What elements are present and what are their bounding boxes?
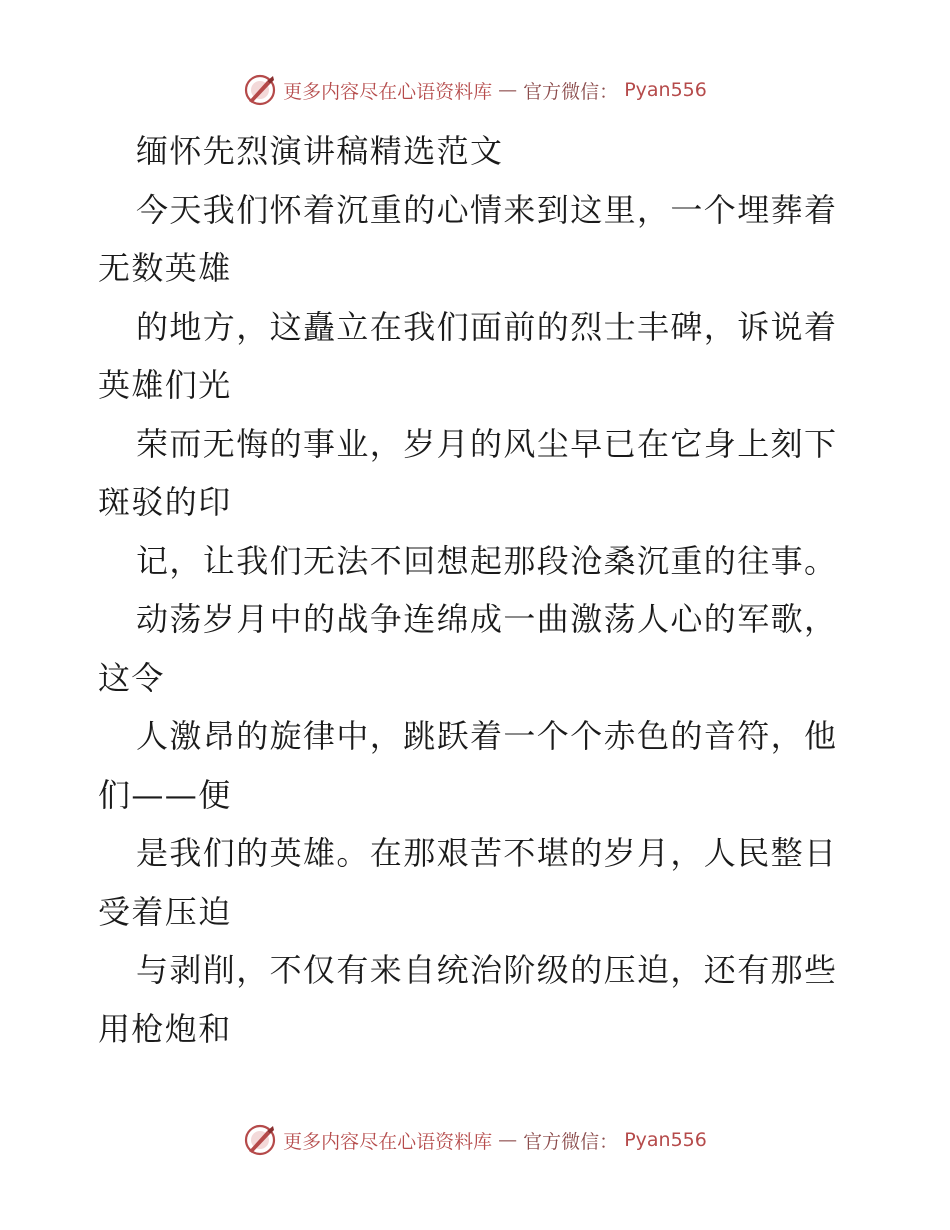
- banner-wechat-id: Pyan556: [624, 1129, 707, 1151]
- banner-text: 更多内容尽在心语资料库: [283, 1130, 493, 1153]
- banner-separator: —: [498, 1129, 518, 1151]
- document-body: [98, 122, 858, 1058]
- text-line: 人激昂的旋律中，跳跃着一个个赤色的音符，他: [136, 717, 838, 755]
- text-line: 们——便: [98, 775, 232, 814]
- text-line: 受着压迫: [98, 892, 232, 931]
- footer-banner: [0, 1120, 950, 1160]
- text-line: 今天我们怀着沉重的心情来到这里，一个埋葬着: [136, 190, 838, 229]
- text-line: 的地方，这矗立在我们面前的烈士丰碑，诉说着: [136, 307, 838, 346]
- text-line: 斑驳的印: [98, 483, 232, 521]
- banner-text: 更多内容尽在心语资料库: [283, 80, 493, 103]
- header-banner: [0, 70, 950, 110]
- text-line: 用枪炮和: [98, 1009, 232, 1048]
- text-line: 无数英雄: [98, 249, 232, 287]
- banner-wechat-id: Pyan556: [624, 79, 707, 101]
- text-line: 这令: [98, 658, 165, 697]
- banner-wechat-label: 官方微信：: [523, 1130, 619, 1153]
- text-line: 是我们的英雄。在那艰苦不堪的岁月，人民整日: [136, 834, 838, 872]
- document-title: 缅怀先烈演讲稿精选范文: [136, 132, 504, 170]
- quill-pen-logo-icon: [243, 1123, 277, 1157]
- text-line: 与剥削，不仅有来自统治阶级的压迫，还有那些: [136, 951, 838, 989]
- quill-pen-logo-icon: [243, 73, 277, 107]
- banner-separator: —: [498, 79, 518, 101]
- text-line: 荣而无悔的事业，岁月的风尘早已在它身上刻下: [136, 424, 838, 463]
- banner-wechat-label: 官方微信：: [523, 80, 619, 103]
- text-line: 英雄们光: [98, 366, 232, 404]
- text-line: 动荡岁月中的战争连绵成一曲激荡人心的军歌，: [136, 600, 838, 638]
- text-line: 记，让我们无法不回想起那段沧桑沉重的往事。: [136, 541, 838, 580]
